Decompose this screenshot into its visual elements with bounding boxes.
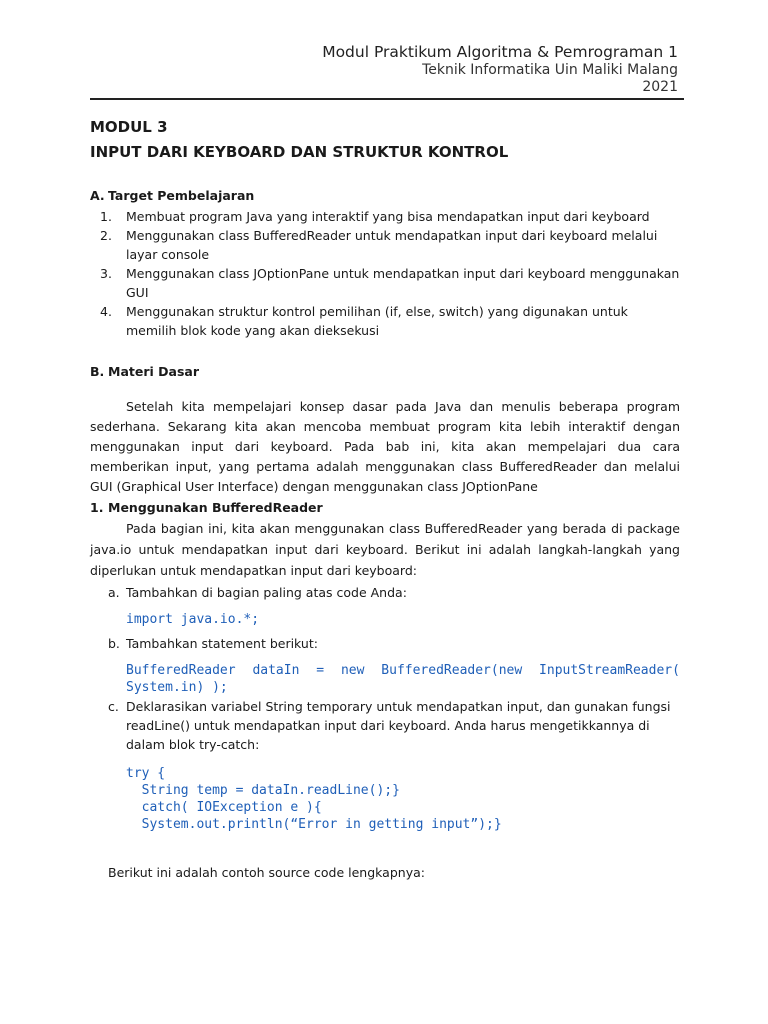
subsection-1-paragraph: Pada bagian ini, kita akan menggunakan class BufferedReader yang berada di package java.io untuk mendapatkan input dari keyboard. Berikut ini adalah langkah-langkah yang diperlukan untuk mendapatkan input dari keyboard: — [90, 521, 680, 578]
section-b-heading — [90, 362, 680, 381]
code-import: import java.io.*; — [126, 612, 260, 627]
subsection-1-title: Menggunakan BufferedReader — [108, 500, 323, 515]
subsection-1-heading: 1. Menggunakan BufferedReader — [90, 500, 323, 515]
step-a: a. Tambahkan di bagian paling atas code Anda: — [108, 585, 407, 600]
closing-text: Berikut ini adalah contoh source code lengkapnya: — [108, 865, 425, 880]
header-year: 2021 — [642, 79, 678, 95]
code-line: System.in) ); — [126, 680, 228, 695]
module-number: MODUL 3 — [90, 118, 168, 136]
list-item: 1. Membuat program Java yang interaktif yang bisa mendapatkan input dari keyboard — [100, 209, 650, 224]
header-divider — [90, 98, 684, 100]
intro-paragraph: Setelah kita mempelajari konsep dasar pada Java dan menulis beberapa program sederhana. Sekarang kita akan mencoba membuat program kita lebih interaktif dengan menggunakan input dari keyboard. Pada bab ini, kita akan mempelajari dua cara memberikan input, yang pertama adalah menggunakan class BufferedReader dan melalui GUI (Graphical User Interface) dengan menggunakan class JOptionPane — [90, 399, 680, 494]
section-b-title: Materi Dasar — [108, 364, 199, 379]
section-a-letter: A. — [90, 188, 105, 203]
list-item: 2. Menggunakan class BufferedReader untuk mendapatkan input dari keyboard melalui layar console — [100, 228, 658, 262]
step-c: c. Deklarasikan variabel String temporary untuk mendapatkan input, dan gunakan fungsi readLine() untuk mendapatkan input dari keyboard. Anda harus mengetikkannya di dalam blok try-catch: — [108, 699, 671, 752]
section-a-heading — [90, 186, 680, 205]
code-try-catch: try { String temp = dataIn.readLine();} catch( IOException e ){ System.out.println(“Error in getting input”);} — [126, 766, 502, 832]
header-module-title: Modul Praktikum Algoritma & Pemrograman 1 — [322, 43, 678, 61]
header-department: Teknik Informatika Uin Maliki Malang — [422, 62, 678, 78]
code-bufferedreader — [126, 662, 680, 696]
document-body — [90, 116, 680, 882]
module-title: INPUT DARI KEYBOARD DAN STRUKTUR KONTROL — [90, 143, 509, 161]
section-b-letter: B. — [90, 364, 105, 379]
list-item: 3. Menggunakan class JOptionPane untuk mendapatkan input dari keyboard menggunakan GUI — [100, 266, 680, 300]
learning-targets-list — [90, 207, 680, 340]
section-a-title: Target Pembelajaran — [108, 188, 255, 203]
list-item: 4. Menggunakan struktur kontrol pemilihan (if, else, switch) yang digunakan untuk memilih blok kode yang akan dieksekusi — [100, 304, 628, 338]
page-header — [322, 42, 678, 96]
code-line: BufferedReader dataIn = new BufferedReader(new InputStreamReader( — [126, 663, 680, 678]
step-b: b. Tambahkan statement berikut: — [108, 636, 318, 651]
